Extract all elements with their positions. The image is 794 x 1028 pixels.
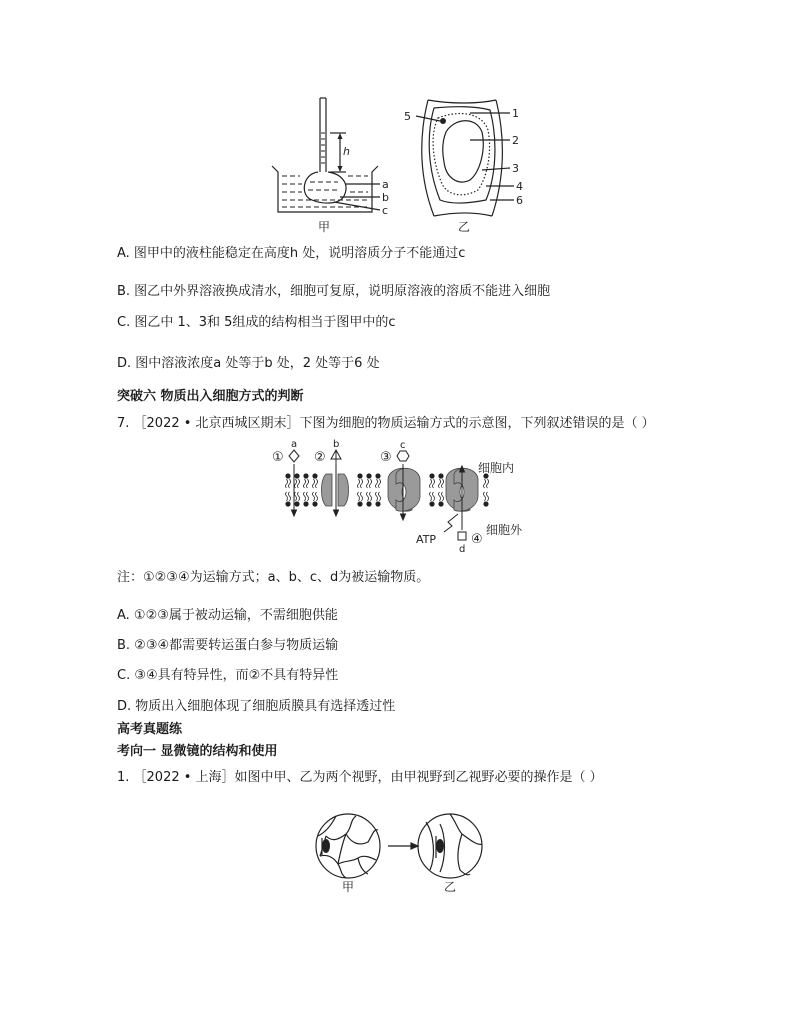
phospholipid-tail bbox=[484, 479, 489, 488]
phospholipid-head bbox=[285, 501, 290, 506]
osmosis-figure bbox=[0, 0, 794, 240]
phospholipid-tail bbox=[430, 492, 435, 501]
plant-cell-diagram bbox=[416, 100, 514, 216]
cell-outside-label: 细胞外 bbox=[486, 523, 523, 537]
label-3: 3 bbox=[512, 162, 519, 175]
phospholipid-head bbox=[294, 473, 299, 478]
membrane-transport-figure bbox=[0, 440, 794, 560]
phospholipid-head bbox=[357, 501, 362, 506]
phospholipid-tail bbox=[367, 492, 372, 501]
phospholipid-head bbox=[312, 501, 317, 506]
osmometer-diagram bbox=[272, 98, 380, 212]
mode-3-label: ③ bbox=[380, 450, 392, 465]
phospholipid-head bbox=[375, 473, 380, 478]
yi-field-caption: 乙 bbox=[444, 880, 457, 894]
q7-option-d: D. 物质出入细胞体现了细胞质膜具有选择透过性 bbox=[117, 699, 396, 714]
q6-option-a: A. 图甲中的液柱能稳定在高度h 处，说明溶质分子不能通过c bbox=[117, 246, 466, 261]
q1-stem: 1. ［2022 • 上海］如图中甲、乙为两个视野，由甲视野到乙视野必要的操作是（ ） bbox=[117, 770, 603, 785]
phospholipid-tail bbox=[295, 479, 300, 488]
phospholipid-head bbox=[429, 473, 434, 478]
substance-c-label: c bbox=[400, 440, 406, 451]
phospholipid-head bbox=[438, 501, 443, 506]
phospholipid-tail bbox=[286, 492, 291, 501]
label-b: b bbox=[382, 191, 389, 204]
phospholipid-tail bbox=[358, 492, 363, 501]
exam-section-title: 高考真题练 bbox=[117, 722, 183, 737]
cell-inside-label: 细胞内 bbox=[478, 461, 515, 475]
jia-field-caption: 甲 bbox=[342, 880, 355, 894]
phospholipid-tail bbox=[376, 479, 381, 488]
microscope-fields-figure bbox=[0, 800, 794, 900]
carrier-protein-3 bbox=[388, 468, 420, 511]
phospholipid-tail bbox=[358, 479, 363, 488]
field-jia-cell-nucleus bbox=[322, 839, 330, 853]
phospholipid-tail bbox=[313, 479, 318, 488]
phospholipid-head bbox=[285, 473, 290, 478]
phospholipid-tail bbox=[286, 479, 291, 488]
phospholipid-tail bbox=[304, 479, 309, 488]
phospholipid-tail bbox=[304, 492, 309, 501]
phospholipid-head bbox=[294, 501, 299, 506]
q6-option-c: C. 图乙中 1、3和 5组成的结构相当于图甲中的c bbox=[117, 315, 396, 330]
phospholipid-head bbox=[303, 501, 308, 506]
mode-2-label: ② bbox=[314, 450, 326, 465]
phospholipid-head bbox=[438, 473, 443, 478]
topic1-title: 考向一 显微镜的结构和使用 bbox=[117, 744, 278, 759]
yi-caption: 乙 bbox=[458, 220, 471, 234]
field-yi-cell-nucleus bbox=[436, 839, 444, 853]
substance-d-label: d bbox=[459, 544, 466, 555]
phospholipid-tail bbox=[439, 479, 444, 488]
substance-d-square bbox=[458, 532, 466, 540]
phospholipid-tail bbox=[367, 479, 372, 488]
channel-protein bbox=[322, 474, 349, 506]
q7-stem: 7. ［2022 • 北京西城区期末］下图为细胞的物质运输方式的示意图，下列叙述错误的是（ ） bbox=[117, 416, 655, 431]
label-4: 4 bbox=[516, 180, 523, 193]
substance-c-hexagon bbox=[397, 451, 409, 461]
q6-option-d: D. 图中溶液浓度a 处等于b 处，2 处等于6 处 bbox=[117, 356, 380, 371]
phospholipid-head bbox=[312, 473, 317, 478]
q6-option-b: B. 图乙中外界溶液换成清水，细胞可复原，说明原溶液的溶质不能进入细胞 bbox=[117, 284, 551, 299]
phospholipid-tail bbox=[439, 492, 444, 501]
q7-note: 注：①②③④为运输方式；a、b、c、d为被运输物质。 bbox=[117, 570, 430, 585]
label-1: 1 bbox=[512, 107, 519, 120]
phospholipid-head bbox=[303, 473, 308, 478]
h-label: h bbox=[343, 145, 350, 158]
substance-b-label: b bbox=[333, 439, 340, 450]
label-2: 2 bbox=[512, 134, 519, 147]
phospholipid-tail bbox=[430, 479, 435, 488]
field-yi bbox=[418, 814, 482, 878]
jia-caption: 甲 bbox=[318, 220, 331, 234]
phospholipid-tail bbox=[295, 492, 300, 501]
phospholipid-tail bbox=[376, 492, 381, 501]
mode-4-label: ④ bbox=[471, 532, 483, 547]
phospholipid-tail bbox=[313, 492, 318, 501]
phospholipid-head bbox=[375, 501, 380, 506]
label-a: a bbox=[382, 178, 389, 191]
substance-a-diamond bbox=[289, 450, 299, 462]
phospholipid-head bbox=[366, 501, 371, 506]
arrow-icon bbox=[388, 843, 418, 849]
atp-label: ATP bbox=[416, 533, 437, 546]
q7-option-c: C. ③④具有特异性，而②不具有特异性 bbox=[117, 668, 339, 683]
nucleus-dot bbox=[440, 118, 446, 124]
mode-1-label: ① bbox=[272, 450, 284, 465]
phospholipid-head bbox=[483, 501, 488, 506]
label-5: 5 bbox=[404, 110, 411, 123]
phospholipid-head bbox=[366, 473, 371, 478]
q7-option-a: A. ①②③属于被动运输，不需细胞供能 bbox=[117, 608, 338, 623]
q7-option-b: B. ②③④都需要转运蛋白参与物质运输 bbox=[117, 638, 339, 653]
substance-a-label: a bbox=[291, 439, 298, 450]
label-6: 6 bbox=[516, 194, 523, 207]
phospholipid-head bbox=[429, 501, 434, 506]
phospholipid-head bbox=[357, 473, 362, 478]
phospholipid-tail bbox=[484, 492, 489, 501]
section6-title: 突破六 物质出入细胞方式的判断 bbox=[117, 389, 304, 404]
label-c: c bbox=[382, 204, 389, 217]
